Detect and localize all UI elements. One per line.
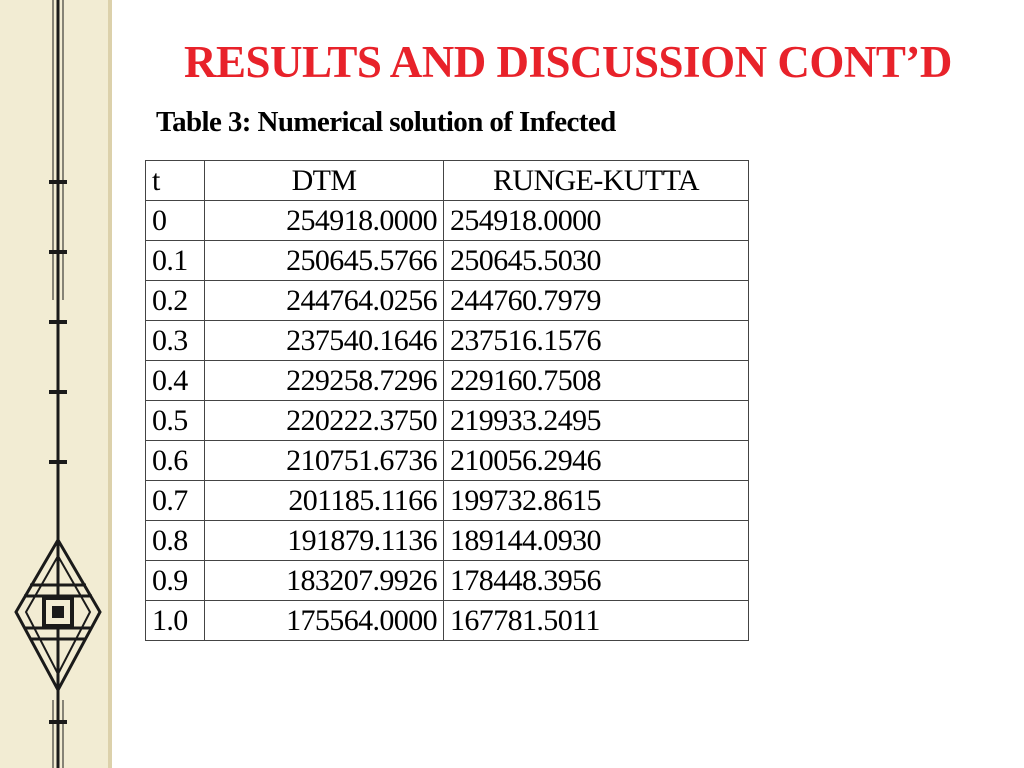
cell-runge-kutta: 178448.3956 (444, 561, 749, 601)
cell-t: 0.4 (146, 361, 205, 401)
table-row (146, 281, 749, 321)
cell-t: 0.6 (146, 441, 205, 481)
header-t: t (146, 161, 205, 201)
cell-runge-kutta: 219933.2495 (444, 401, 749, 441)
header-runge-kutta: RUNGE-KUTTA (444, 161, 749, 201)
cell-runge-kutta: 244760.7979 (444, 281, 749, 321)
table-row (146, 241, 749, 281)
cell-runge-kutta: 229160.7508 (444, 361, 749, 401)
cell-t: 0.2 (146, 281, 205, 321)
cell-runge-kutta: 237516.1576 (444, 321, 749, 361)
table-row (146, 361, 749, 401)
table-row (146, 401, 749, 441)
table-row (146, 521, 749, 561)
header-dtm: DTM (205, 161, 444, 201)
cell-t: 0.9 (146, 561, 205, 601)
cell-t: 0.3 (146, 321, 205, 361)
cell-dtm: 254918.0000 (205, 201, 444, 241)
cell-dtm: 229258.7296 (205, 361, 444, 401)
table-row (146, 321, 749, 361)
cell-dtm: 250645.5766 (205, 241, 444, 281)
cell-dtm: 175564.0000 (205, 601, 444, 641)
slide-title: RESULTS AND DISCUSSION CONT’D (184, 37, 952, 87)
cell-dtm: 183207.9926 (205, 561, 444, 601)
cell-dtm: 244764.0256 (205, 281, 444, 321)
cell-dtm: 220222.3750 (205, 401, 444, 441)
cell-dtm: 237540.1646 (205, 321, 444, 361)
cell-t: 0.5 (146, 401, 205, 441)
cell-t: 1.0 (146, 601, 205, 641)
cell-t: 0.8 (146, 521, 205, 561)
cell-t: 0.1 (146, 241, 205, 281)
cell-t: 0 (146, 201, 205, 241)
cell-dtm: 191879.1136 (205, 521, 444, 561)
decorative-sidebar (0, 0, 112, 768)
cell-runge-kutta: 250645.5030 (444, 241, 749, 281)
cell-runge-kutta: 189144.0930 (444, 521, 749, 561)
table-row (146, 201, 749, 241)
sidebar-emblem-icon (0, 0, 112, 768)
cell-dtm: 201185.1166 (205, 481, 444, 521)
cell-runge-kutta: 167781.5011 (444, 601, 749, 641)
table-row (146, 481, 749, 521)
table-row (146, 601, 749, 641)
table-caption: Table 3: Numerical solution of Infected (156, 106, 616, 138)
cell-runge-kutta: 210056.2946 (444, 441, 749, 481)
results-table (145, 160, 749, 641)
cell-runge-kutta: 199732.8615 (444, 481, 749, 521)
cell-runge-kutta: 254918.0000 (444, 201, 749, 241)
table-row (146, 561, 749, 601)
table-header-row (146, 161, 749, 201)
cell-dtm: 210751.6736 (205, 441, 444, 481)
cell-t: 0.7 (146, 481, 205, 521)
table-row (146, 441, 749, 481)
